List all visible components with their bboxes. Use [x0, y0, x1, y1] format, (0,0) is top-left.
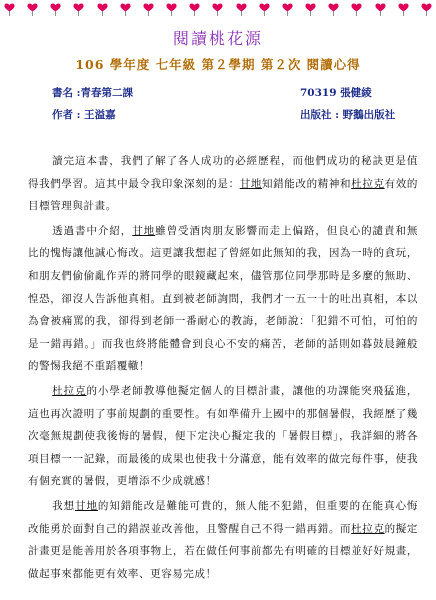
heart-icon: [27, 2, 38, 16]
person-name: 杜拉克: [351, 177, 385, 190]
heart-icon: [143, 2, 154, 16]
paragraph-2: [28, 220, 418, 378]
text-run: 讀完這本書，我們了解了各人成功的必經歷程，而他們成功的秘訣更是值得我們學習。這其中最令我印象深刻的是：: [28, 155, 418, 190]
heart-border: [4, 2, 432, 16]
heart-icon: [120, 2, 131, 16]
person-name: 杜拉克: [52, 384, 87, 397]
paragraph-4: [28, 495, 418, 585]
text-run: 有效的目標管理與計畫。: [28, 177, 418, 213]
book-publisher: 出版社 : 野鵝出版社: [300, 109, 396, 121]
person-name: 甘地: [239, 177, 263, 190]
heart-icon: [97, 2, 108, 16]
text-run: 我想: [52, 499, 76, 512]
page-title: 閱讀桃花源: [172, 29, 263, 48]
person-name: 甘地: [75, 499, 98, 512]
report-subtitle: 106 學年度 七年級 第２學期 第２次 閱讀心得: [75, 57, 361, 72]
book-name: 書名 :青春第二課: [52, 87, 134, 99]
heart-icon: [189, 2, 200, 16]
heart-icon: [421, 2, 432, 16]
heart-icon: [73, 2, 84, 16]
text-run: 透過書中介紹，: [52, 224, 133, 237]
heart-icon: [375, 2, 386, 16]
book-author: 作者 : 王溢嘉: [52, 109, 116, 121]
paragraph-1: [28, 150, 418, 218]
text-run: 的擬定計畫更是能善用於各項事物上，若在做任何事前都先有明確的目標並好好規畫，做起事來都能更有效率、更容易完成！: [28, 522, 418, 580]
heart-icon: [328, 2, 339, 16]
heart-icon: [305, 2, 316, 16]
person-name: 杜拉克: [351, 522, 385, 535]
heart-icon: [398, 2, 409, 16]
heart-icon: [166, 2, 177, 16]
heart-icon: [236, 2, 247, 16]
heart-icon: [212, 2, 223, 16]
paragraph-3: [28, 380, 418, 493]
heart-icon: [4, 2, 15, 16]
text-run: 的知錯能改是難能可貴的，無人能不犯錯，但重要的在能真心悔改能勇於面對自己的錯誤並改善他，且警醒自己不得一錯再錯。而: [28, 499, 418, 535]
heart-icon: [351, 2, 362, 16]
text-run: 雖曾受酒肉朋友影響而走上偏路，但良心的譴責和無比的愧悔讓他誠心悔改。這更讓我想起了曾經如此無知的我，因為一時的貪玩，和朋友們偷偷亂作弄的將同學的眼鏡藏起來，儘管那位同學那時是多麼的無助、惶恐，卻沒人告訴他真相。直到被老師詢問，我們才一五一十的吐出真相，本以為會被痛罵的我，卻得到老師一番耐心的教誨，老師說：「犯錯不可怕，可怕的是一錯再錯。」而我也終將能體會到良心不安的痛苦，老師的話則如暮鼓晨鐘般的警惕我絕不重蹈覆轍！: [28, 224, 418, 373]
heart-icon: [50, 2, 61, 16]
heart-icon: [282, 2, 293, 16]
person-name: 甘地: [132, 224, 156, 237]
text-run: 知錯能改的精神和: [262, 177, 352, 190]
essay-body: [28, 150, 418, 587]
student-id-name: 70319 張健綾: [300, 87, 372, 99]
text-run: 的小學老師教導他擬定個人的目標計畫，讓他的功課能突飛猛進，這也再次證明了事前規劃的重要性。有如準備升上國中的那個暑假，我經歷了幾次毫無規劃使我後悔的暑假，便下定決心擬定我的「暑假目標」，我詳細的將各項目標一一記錄，而最後的成果也使我十分滿意，能有效率的做完每件事，使我有個充實的暑假，更增添不少成就感！: [28, 384, 418, 488]
heart-icon: [259, 2, 270, 16]
